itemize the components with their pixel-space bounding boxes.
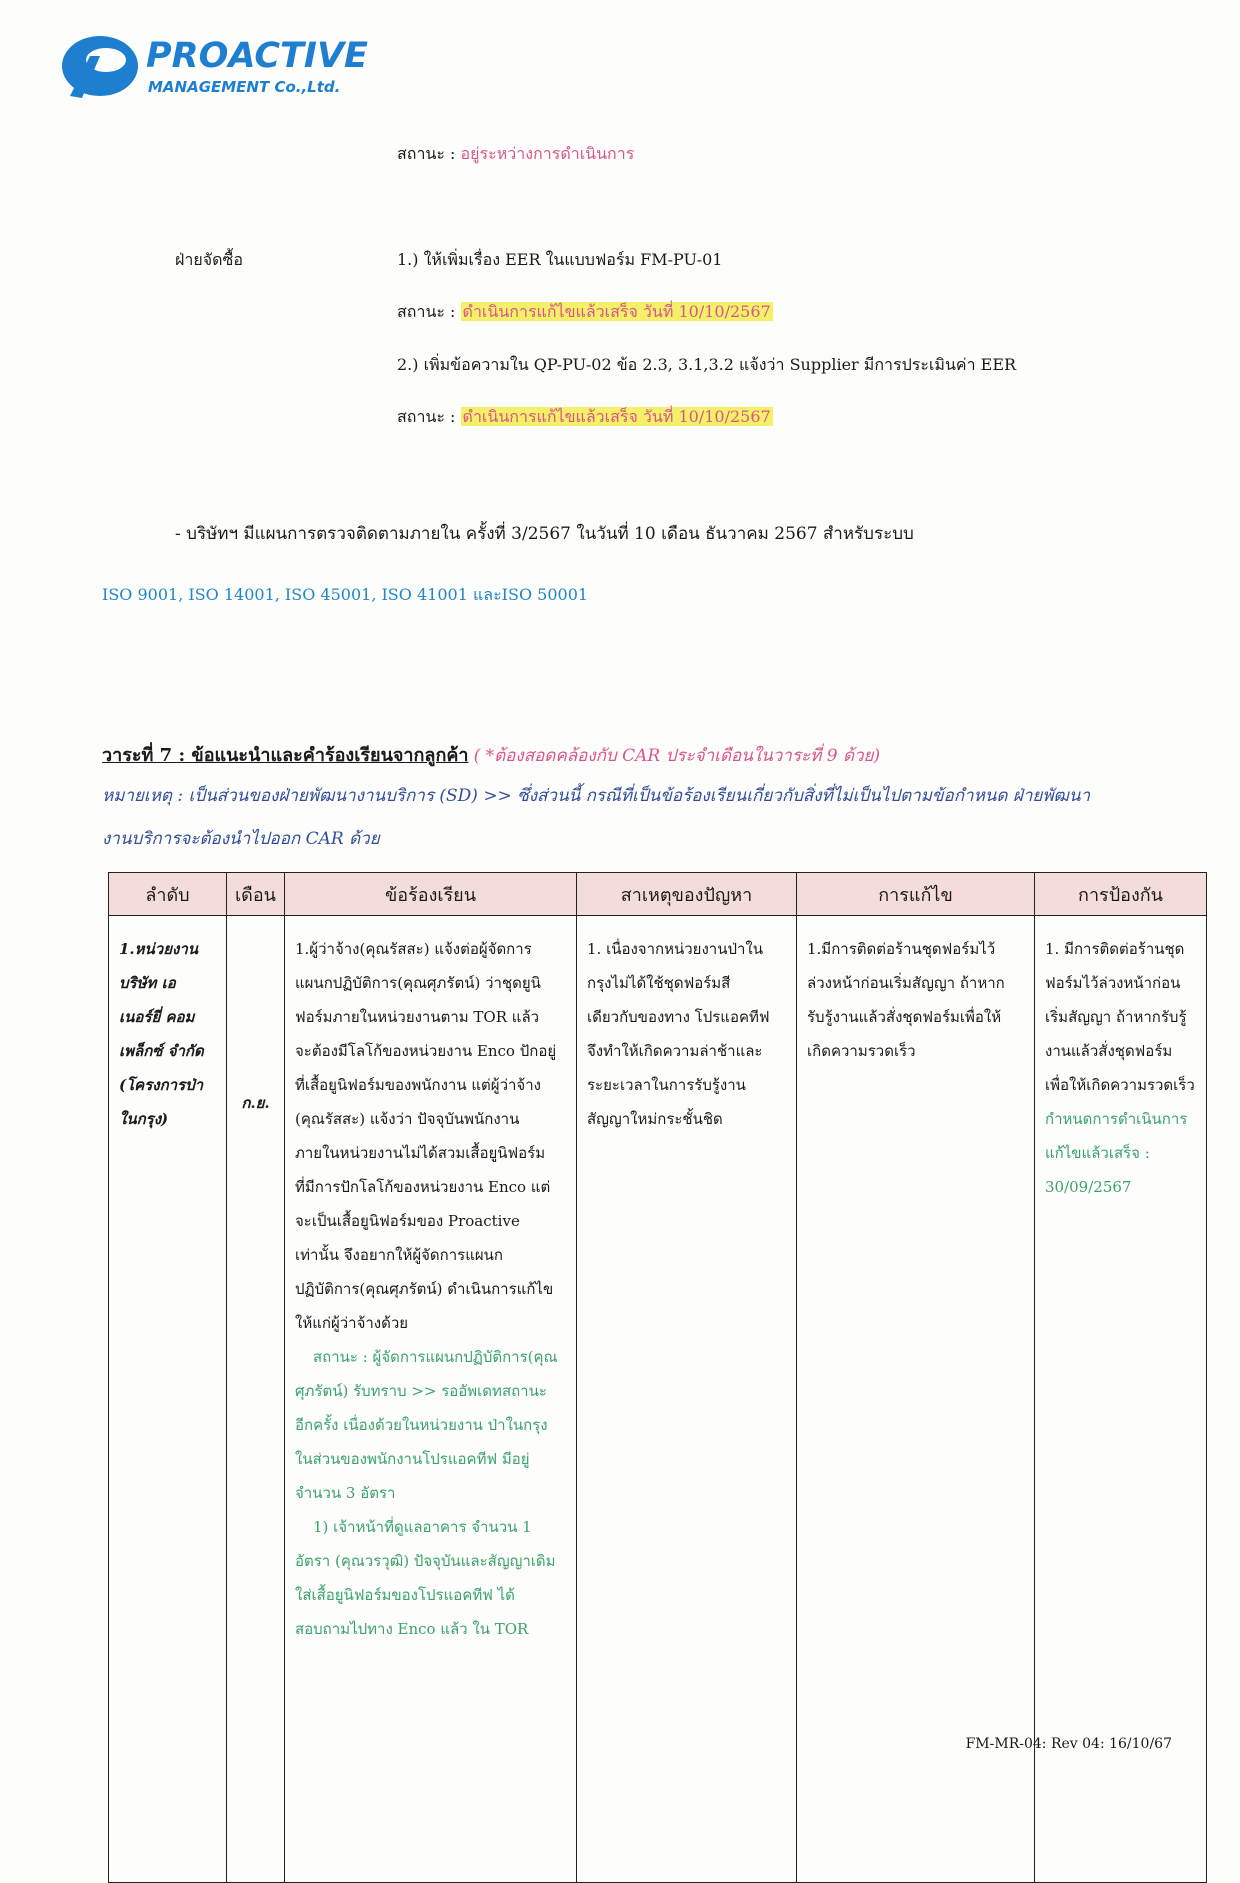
prevention-status-line: แก้ไขแล้วเสร็จ : [1045,1144,1150,1162]
unit-line: ในกรุง) [119,1110,169,1128]
purchasing-status-2-label: สถานะ : [397,407,456,426]
logo-subname: MANAGEMENT Co.,Ltd. [148,78,341,96]
complaint-status-line: สอบถามไปทาง Enco แล้ว ใน TOR [295,1620,529,1638]
agenda7-remark-line-2: งานบริการจะต้องนำไปออก CAR ด้วย [102,829,380,849]
header-order: ลำดับ [109,873,227,916]
unit-line: (โครงการป่า [119,1076,204,1094]
complaint-line: จะเป็นเสื้อยูนิฟอร์มของ Proactive [295,1212,520,1230]
correction-line: ล่วงหน้าก่อนเริ่มสัญญา ถ้าหาก [807,974,1005,992]
complaint-status-line: ศุภรัตน์) รับทราบ >> รออัพเดทสถานะ [295,1382,547,1400]
cell-unit [109,916,227,1883]
correction-line: 1.มีการติดต่อร้านชุดฟอร์มไว้ [807,940,996,958]
cause-line: 1. เนื่องจากหน่วยงานป่าใน [587,940,763,958]
agenda7-heading [102,740,880,769]
purchasing-status-1 [397,300,773,325]
cause-line: เดียวกับของทาง โปรแอคทีฟ [587,1008,770,1026]
purchasing-item-2: 2.) เพิ่มข้อความใน QP-PU-02 ข้อ 2.3, 3.1,3.2 แจ้งว่า Supplier มีการประเมินค่า EER [397,355,1017,374]
header-prevention: การป้องกัน [1035,873,1207,916]
complaint-line: ที่เสื้อยูนิฟอร์มของพนักงาน แต่ผู้ว่าจ้าง [295,1076,541,1094]
cause-line: จึงทำให้เกิดความล่าช้าและ [587,1042,763,1060]
complaint-line: 1.ผู้ว่าจ้าง(คุณรัสสะ) แจ้งต่อผู้จัดการ [295,940,532,958]
complaint-table [108,872,1207,1883]
complaint-line: ให้แก่ผู้ว่าจ้างด้วย [295,1314,409,1332]
table-header-row [109,873,1207,916]
audit-plan-iso-list: ISO 9001, ISO 14001, ISO 45001, ISO 41001 และISO 50001 [102,585,589,604]
unit-line: บริษัท เอ [119,974,176,992]
complaint-line: (คุณรัสสะ) แจ้งว่า ปัจจุบันพนักงาน [295,1110,520,1128]
proactive-logo-mark-icon [60,26,150,102]
complaint-line: จะต้องมีโลโก้ของหน่วยงาน Enco ปักอยู่ [295,1042,557,1060]
agenda7-title: วาระที่ 7 : ข้อแนะนำและคำร้องเรียนจากลูกค้า [102,745,469,766]
complaint-status-line: อีกครั้ง เนื่องด้วยในหน่วยงาน ป่าในกรุง [295,1416,548,1434]
prevention-line: เพื่อให้เกิดความรวดเร็ว [1045,1076,1195,1094]
complaint-status-line: สถานะ : ผู้จัดการแผนกปฏิบัติการ(คุณ [313,1348,558,1366]
company-logo [60,26,368,106]
cause-line: สัญญาใหม่กระชั้นชิด [587,1110,723,1128]
unit-line: เพล็กซ์ จำกัด [119,1042,204,1060]
prevention-line: 1. มีการติดต่อร้านชุด [1045,940,1185,958]
cell-cause [577,916,797,1883]
dept-purchasing: ฝ่ายจัดซื้อ [175,250,243,269]
complaint-status-line: ในส่วนของพนักงานโปรแอคทีฟ มีอยู่ [295,1450,530,1468]
purchasing-status-1-label: สถานะ : [397,302,456,321]
complaint-status-line: 1) เจ้าหน้าที่ดูแลอาคาร จำนวน 1 [313,1518,532,1536]
header-complaint: ข้อร้องเรียน [285,873,577,916]
correction-line: รับรู้งานแล้วสั่งชุดฟอร์มเพื่อให้ [807,1008,1002,1026]
cause-line: ระยะเวลาในการรับรู้งาน [587,1076,746,1094]
cell-complaint [285,916,577,1883]
complaint-line: ที่มีการปักโลโก้ของหน่วยงาน Enco แต่ [295,1178,551,1196]
top-status-value: อยู่ระหว่างการดำเนินการ [460,144,635,163]
purchasing-status-2 [397,405,773,430]
complaint-line: ปฏิบัติการ(คุณศุภรัตน์) ดำเนินการแก้ไข [295,1280,554,1298]
header-cause: สาเหตุของปัญหา [577,873,797,916]
complaint-status-line: อัตรา (คุณวรวุฒิ) ปัจจุบันและสัญญาเดิม [295,1552,556,1570]
header-month: เดือน [227,873,285,916]
complaint-line: ฟอร์มภายในหน่วยงานตาม TOR แล้ว [295,1008,540,1026]
complaint-line: แผนกปฏิบัติการ(คุณศุภรัตน์) ว่าชุดยูนิ [295,974,541,992]
purchasing-status-2-value: ดำเนินการแก้ไขแล้วเสร็จ วันที่ 10/10/2567 [462,407,771,426]
complaint-line: ภายในหน่วยงานไม่ได้สวมเสื้อยูนิฟอร์ม [295,1144,546,1162]
form-code-footer: FM-MR-04: Rev 04: 16/10/67 [965,1736,1172,1752]
logo-name: PROACTIVE [146,36,368,76]
complaint-status-line: จำนวน 3 อัตรา [295,1484,396,1502]
agenda7-remark-line-1: หมายเหตุ : เป็นส่วนของฝ่ายพัฒนางานบริการ (SD) >> ซึ่งส่วนนี้ กรณีที่เป็นข้อร้องเรียนเกี่ยวกับสิ่งที่ไม่เป็นไปตามข้อกำหนด ฝ่ายพัฒนา [102,786,1091,806]
audit-plan-line-1: - บริษัทฯ มีแผนการตรวจติดตามภายใน ครั้งที่ 3/2567 ในวันที่ 10 เดือน ธันวาคม 2567 สำหรับระบบ [175,524,914,544]
complaint-line: เท่านั้น จึงอยากให้ผู้จัดการแผนก [295,1246,504,1264]
cause-line: กรุงไม่ได้ใช้ชุดฟอร์มสี [587,974,731,992]
unit-line: เนอร์ยี่ คอม [119,1008,195,1026]
prevention-line: เริ่มสัญญา ถ้าหากรับรู้ [1045,1008,1187,1026]
correction-line: เกิดความรวดเร็ว [807,1042,916,1060]
unit-line: 1.หน่วยงาน [119,940,199,958]
prevention-line: งานแล้วสั่งชุดฟอร์ม [1045,1042,1173,1060]
cell-month: ก.ย. [227,916,285,1883]
prevention-status-line: กำหนดการดำเนินการ [1045,1110,1188,1128]
header-correction: การแก้ไข [797,873,1035,916]
complaint-status-line: ใส่เสื้อยูนิฟอร์มของโปรแอคทีฟ ได้ [295,1586,515,1604]
top-status-label: สถานะ : [397,144,456,163]
prevention-status-line: 30/09/2567 [1045,1178,1132,1196]
agenda7-note: ( *ต้องสอดคล้องกับ CAR ประจำเดือนในวาระที่ 9 ด้วย) [473,746,881,766]
purchasing-status-1-value: ดำเนินการแก้ไขแล้วเสร็จ วันที่ 10/10/2567 [462,302,771,321]
prevention-line: ฟอร์มไว้ล่วงหน้าก่อน [1045,974,1181,992]
top-status [397,142,634,167]
purchasing-item-1: 1.) ให้เพิ่มเรื่อง EER ในแบบฟอร์ม FM-PU-01 [397,250,723,269]
